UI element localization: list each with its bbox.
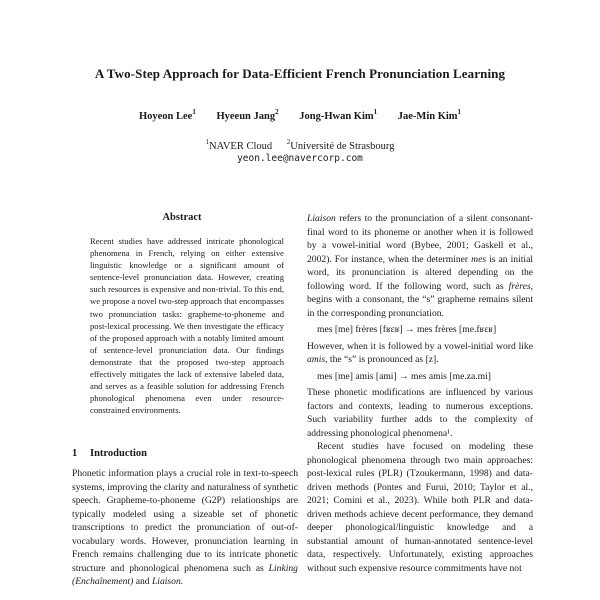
section-title: Introduction	[90, 448, 147, 459]
paper-title: A Two-Step Approach for Data-Efficient French Pronunciation Learning	[94, 66, 506, 81]
affiliation: $^1$NAVER Cloud	[205, 138, 273, 152]
intro-text: Phonetic information plays a crucial role in text-to-speech systems, improving the clarity and naturalness of synthetic speech. Grapheme-to-phoneme (G2P) relationships are typically modeled using a sizeable set of phonetic transcriptions to predict the pronunciation of out-of-vocabulary words. However, pronunciation learning in French remains challenging due to its intricate phonetic structure and phonological phenomena such as Linking (Enchaînement) and Liaison.	[72, 468, 298, 587]
paragraph: Recent studies have focused on modeling these phonological phenomena through two main approaches: post-lexical rules (PLR) (Tzoukermann, 1998) and data-driven methods (Pontes and Furui, 2010; Taylor et al., 2021; Comini et al., 2023). While both PLR and data-driven methods achieve decent performance, they demand deeper phonological/linguistic knowledge and a substantial amount of human-annotated sentence-level data, respectively. Unfortunately, existing approaches without such expensive resource commitments have not	[307, 441, 533, 574]
author: Jong-Hwan Kim$^1$	[299, 108, 378, 122]
right-column	[307, 212, 533, 575]
paragraph: Liaison refers to the pronunciation of a silent consonant-final word to its phoneme or another when it is followed by a vowel-initial word (Bybee, 2001; Gaskell et al., 2002). For instance, when the determiner mes is an initial word, its pronunciation is altered depending on the following word. If the following word, such as frères, begins with a consonant, the “s” grapheme remains silent in the corresponding pronunciation.	[307, 213, 533, 319]
abstract-heading: Abstract	[162, 212, 202, 223]
author: Jae-Min Kim$^1$	[397, 108, 462, 122]
contact-email: yeon.lee@navercorp.com	[237, 153, 363, 164]
affiliation-list	[0, 138, 600, 152]
author-list	[0, 108, 600, 122]
section-number: 1	[72, 448, 78, 459]
section-heading	[72, 448, 297, 459]
abstract-text: Recent studies have addressed intricate phonological phenomena in French, relying on either extensive linguistic knowledge or a significant amount of sentence-level pronunciation data. However, creating such resources is expensive and non-trivial. To this end, we propose a novel two-step approach that encompasses two pronunciation tasks: grapheme-to-phoneme and post-lexical processing. We then investigate the efficacy of the proposed approach with a notably limited amount of sentence-level pronunciation data. Our findings demonstrate that the proposed two-step approach effectively mitigates the lack of extensive labeled data, and serves as a feasible solution for addressing French phonological phenomena even under resource-constrained environments.	[90, 236, 285, 416]
author: Hyeeun Jang$^2$	[216, 108, 279, 122]
affiliation: $^2$Université de Strasbourg	[286, 138, 395, 152]
example-line: mes [me] amis [ami] → mes amis [me.za.mi]	[317, 370, 491, 382]
paragraph: These phonetic modifications are influenced by various factors and contexts, leading to numerous exceptions. Such variability further adds to the complexity of addressing phonological phenomena¹.	[307, 387, 533, 439]
author: Hoyeon Lee$^1$	[138, 108, 196, 122]
example-line: mes [me] frères [fʁɛʁ] → mes frères [me.fʁɛʁ]	[317, 324, 497, 335]
paragraph: However, when it is followed by a vowel-initial word like amis, the “s” is pronounced as [z].	[307, 340, 533, 365]
